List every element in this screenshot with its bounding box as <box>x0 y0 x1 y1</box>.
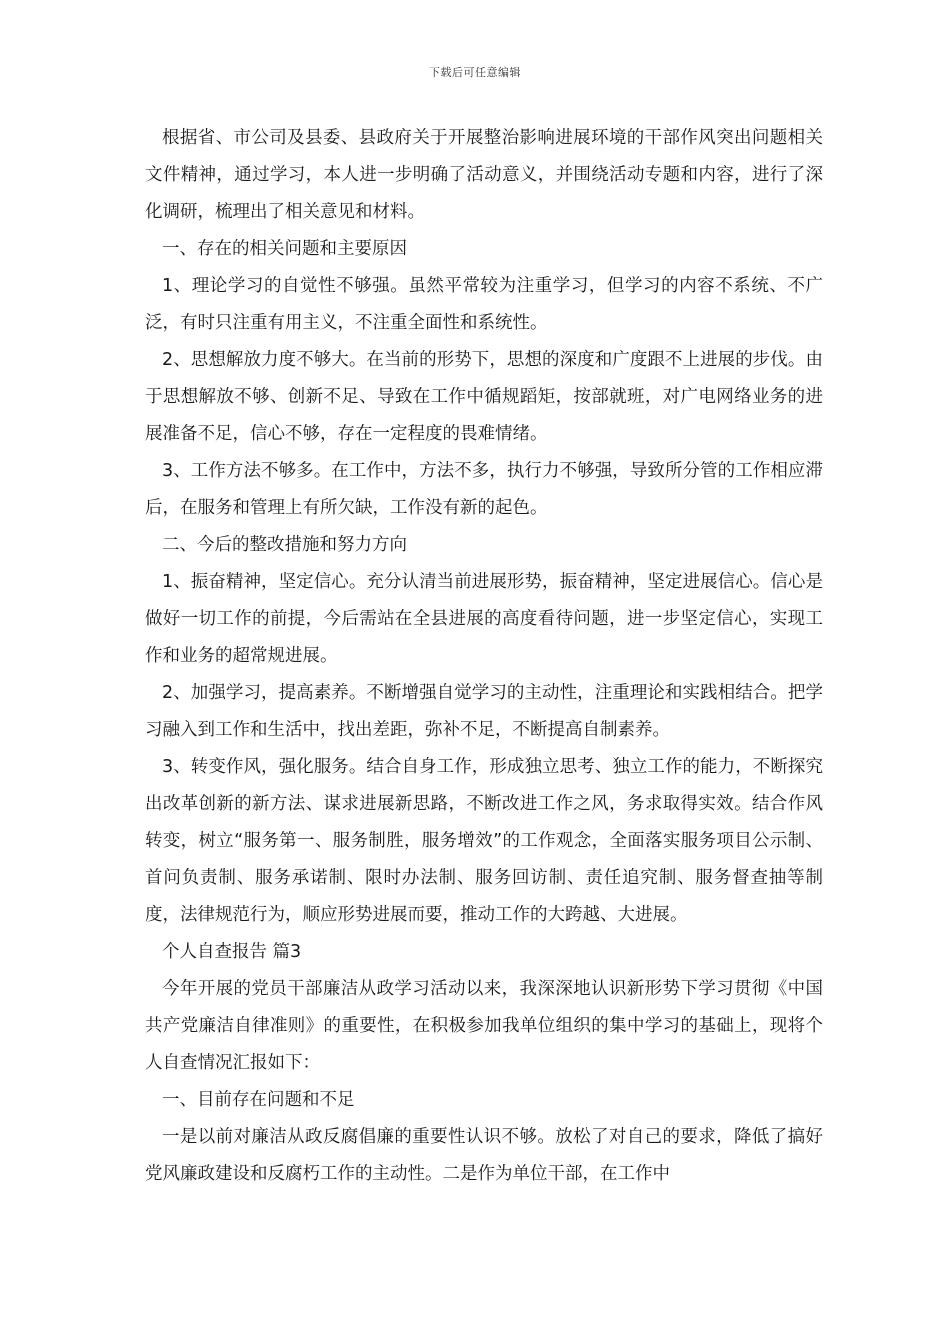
report-intro-paragraph: 今年开展的党员干部廉洁从政学习活动以来，我深深地认识新形势下学习贯彻《中国共产党廉洁自律准则》的重要性，在积极参加我单位组织的集中学习的基础上，现将个人自查情况汇报如下： <box>145 979 823 1073</box>
intro-paragraph: 根据省、市公司及县委、县政府关于开展整治影响进展环境的干部作风突出问题相关文件精神，通过学习，本人进一步明确了活动意义，并围绕活动专题和内容，进行了深化调研，梳理出了相关意见和材料。 <box>145 128 823 222</box>
page-header-note: 下载后可任意编辑 <box>429 66 521 79</box>
section-heading-measures: 二、今后的整改措施和努力方向 <box>162 535 407 555</box>
issue-paragraph-1: 一是以前对廉洁从政反腐倡廉的重要性认识不够。放松了对自己的要求，降低了搞好党风廉政建设和反腐朽工作的主动性。二是作为单位干部，在工作中 <box>145 1127 823 1184</box>
document-body <box>145 120 823 1193</box>
report-title-part3: 个人自查报告 篇3 <box>162 942 302 962</box>
section-heading-problems: 一、存在的相关问题和主要原因 <box>162 239 407 259</box>
section-heading-issues: 一、目前存在问题和不足 <box>162 1090 355 1110</box>
measure-item-1: 1、振奋精神，坚定信心。充分认清当前进展形势，振奋精神，坚定进展信心。信心是做好一切工作的前提，今后需站在全县进展的高度看待问题，进一步坚定信心，实现工作和业务的超常规进展。 <box>145 572 823 666</box>
problem-item-2: 2、思想解放力度不够大。在当前的形势下，思想的深度和广度跟不上进展的步伐。由于思想解放不够、创新不足、导致在工作中循规蹈矩，按部就班，对广电网络业务的进展准备不足，信心不够，存在一定程度的畏难情绪。 <box>145 350 823 444</box>
measure-item-3: 3、转变作风，强化服务。结合自身工作，形成独立思考、独立工作的能力，不断探究出改革创新的新方法、谋求进展新思路，不断改进工作之风，务求取得实效。结合作风转变，树立“服务第一、服务制胜，服务增效”的工作观念，全面落实服务项目公示制、首问负责制、服务承诺制、限时办法制、服务回访制、责任追究制、服务督查抽等制度，法律规范行为，顺应形势进展而要，推动工作的大跨越、大进展。 <box>145 757 823 925</box>
measure-item-2: 2、加强学习，提高素养。不断增强自觉学习的主动性，注重理论和实践相结合。把学习融入到工作和生活中，找出差距，弥补不足，不断提高自制素养。 <box>145 683 823 740</box>
problem-item-3: 3、工作方法不够多。在工作中，方法不多，执行力不够强，导致所分管的工作相应滞后，在服务和管理上有所欠缺，工作没有新的起色。 <box>145 461 823 518</box>
problem-item-1: 1、理论学习的自觉性不够强。虽然平常较为注重学习，但学习的内容不系统、不广泛，有时只注重有用主义，不注重全面性和系统性。 <box>145 276 823 333</box>
